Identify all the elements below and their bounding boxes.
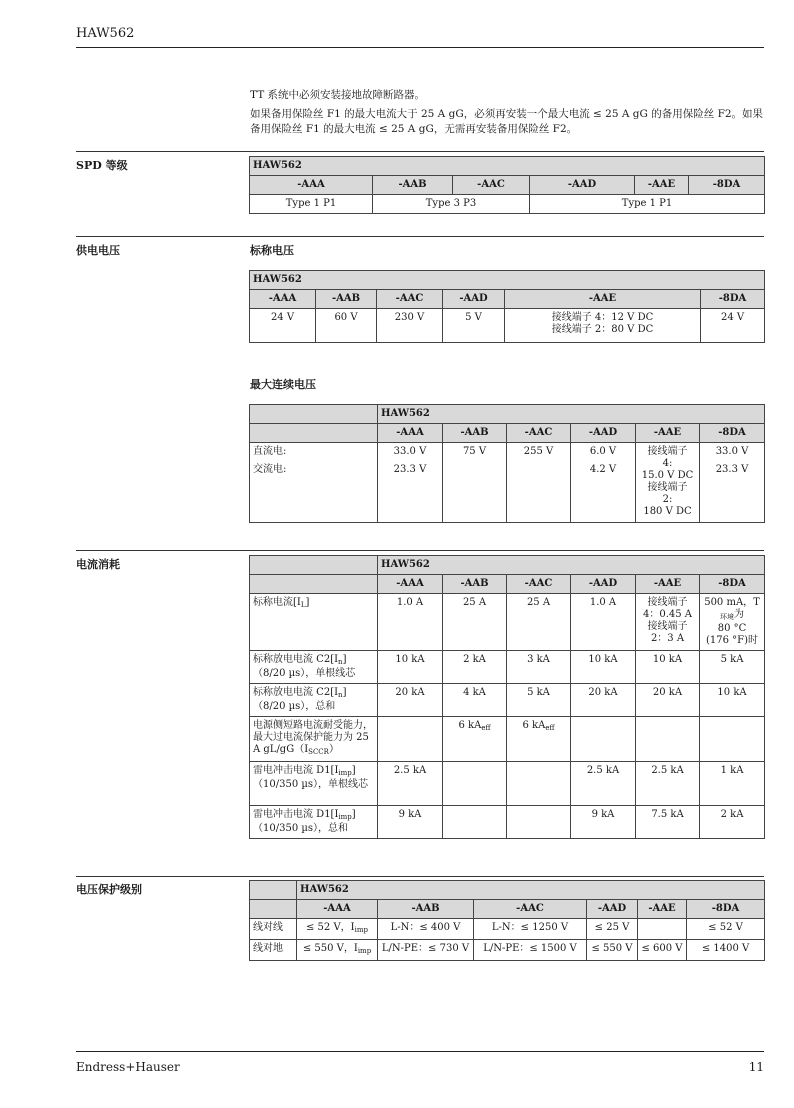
table-cell: [636, 717, 700, 762]
table-cell: 10 kA: [636, 651, 700, 684]
max-voltage-heading: 最大连续电压: [250, 378, 316, 391]
table-cell: 9 kA: [571, 806, 636, 839]
table-cell: ≤ 52 V: [687, 919, 765, 940]
row-label: 雷电冲击电流 $D1[I_{imp}]$ （10/350 µs），总和: [250, 806, 378, 839]
table-cell: ≤ 1400 V: [687, 940, 765, 961]
table-cell: 23.3 V: [700, 461, 765, 522]
col-header: -AAC: [474, 900, 587, 919]
table-cell: 6 $kA_{eff}$: [507, 717, 571, 762]
table-cell: 10 kA: [700, 684, 765, 717]
col-header: -8DA: [689, 176, 765, 195]
table-cell: ≤ 550 V: [587, 940, 638, 961]
col-header: -AAE: [636, 575, 700, 594]
col-header: -AAA: [378, 424, 443, 443]
table-cell: 3 kA: [507, 651, 571, 684]
table-cell: 接线端子 4：0.45 A 接线端子 2：3 A: [636, 594, 700, 651]
table-cell: ≤ 25 V: [587, 919, 638, 940]
table-cell: [443, 806, 507, 839]
col-header: -8DA: [701, 290, 765, 309]
row-label: 线对地: [250, 940, 297, 961]
table-cell: Type 1 P1: [530, 195, 765, 214]
section-rule: [76, 550, 764, 551]
table-cell: Type 1 P1: [250, 195, 373, 214]
col-header: -8DA: [700, 575, 765, 594]
table-cell: 20 kA: [636, 684, 700, 717]
table-title: HAW562: [250, 157, 765, 176]
table-cell: L/N-PE：≤ 1500 V: [474, 940, 587, 961]
table-cell: 1.0 A: [378, 594, 443, 651]
table-cell: Type 3 P3: [373, 195, 530, 214]
section-label-supply: 供电电压: [76, 244, 120, 257]
table-cell: 4.2 V: [571, 461, 636, 522]
col-header: -AAB: [443, 575, 507, 594]
table-cell: 4 kA: [443, 684, 507, 717]
col-header: -AAA: [378, 575, 443, 594]
table-cell: 2 kA: [443, 651, 507, 684]
col-header: -AAC: [507, 575, 571, 594]
table-cell: 20 kA: [571, 684, 636, 717]
col-header: -8DA: [687, 900, 765, 919]
voltage-protection-table: [249, 880, 765, 961]
col-header: -AAE: [636, 424, 700, 443]
table-title: HAW562: [378, 556, 765, 575]
row-label: 标称放电电流 $C2[I_n]$ （8/20 µs），单根线芯: [250, 651, 378, 684]
table-cell: [571, 717, 636, 762]
col-header: -AAD: [571, 424, 636, 443]
section-label-spd: SPD 等级: [76, 159, 128, 172]
col-header: -AAA: [250, 176, 373, 195]
page-header-title: HAW562: [76, 26, 135, 41]
nominal-voltage-heading: 标称电压: [250, 244, 294, 257]
current-table: [249, 555, 765, 839]
col-header: -AAA: [250, 290, 316, 309]
table-cell: [700, 717, 765, 762]
table-cell: 2.5 kA: [636, 762, 700, 806]
row-label: 电源侧短路电流耐受能力，最大过电流保护能力为 25 A $gL/gG(I_{SCCR})$: [250, 717, 378, 762]
col-header: -AAD: [587, 900, 638, 919]
table-cell: [443, 762, 507, 806]
table-cell: L-N：≤ 1250 V: [474, 919, 587, 940]
table-cell: 5 V: [443, 309, 505, 343]
table-cell: 接线端子 4：12 V DC 接线端子 2：80 V DC: [505, 309, 701, 343]
intro-text: [250, 88, 764, 141]
table-cell: L/N-PE：≤ 730 V: [378, 940, 474, 961]
section-rule: [76, 236, 764, 237]
col-header: -AAE: [505, 290, 701, 309]
table-cell: 2 kA: [700, 806, 765, 839]
table-cell: 7.5 kA: [636, 806, 700, 839]
row-label: 标称放电电流 $C2[I_n]$ （8/20 µs），总和: [250, 684, 378, 717]
row-label: 直流电:: [250, 443, 378, 462]
table-cell: 23.3 V: [378, 461, 443, 522]
table-cell: 6.0 V: [571, 443, 636, 462]
table-cell: 2.5 kA: [378, 762, 443, 806]
table-title: HAW562: [297, 881, 765, 900]
section-rule: [76, 876, 764, 877]
col-header: -AAD: [443, 290, 505, 309]
table-cell: ≤ 550 V，$I_{imp}$: [297, 940, 378, 961]
intro-line-2: 如果备用保险丝 F1 的最大电流大于 25 A gG，必须再安装一个最大电流 ≤ 25 A gG 的备用保险丝 F2。如果备用保险丝 F1 的最大电流 ≤ 25 A gG，无需再安装备用保险丝 F2。: [250, 108, 764, 135]
intro-line-1: TT 系统中必须安装接地故障断路器。: [250, 89, 426, 101]
table-cell: 500 mA，T $_{环境}$为 80 °C (176 °F)时: [700, 594, 765, 651]
table-cell: [507, 806, 571, 839]
table-cell: 24 V: [701, 309, 765, 343]
col-header: -AAE: [635, 176, 689, 195]
col-header: -AAB: [378, 900, 474, 919]
table-cell: 10 kA: [571, 651, 636, 684]
table-cell: [507, 762, 571, 806]
table-cell: 24 V: [250, 309, 316, 343]
max-voltage-table: [249, 404, 765, 523]
footer-brand: Endress+Hauser: [76, 1060, 180, 1074]
col-header: -AAB: [316, 290, 377, 309]
header-rule: [76, 47, 764, 48]
col-header: -AAB: [373, 176, 453, 195]
table-cell: 75 V: [443, 443, 507, 523]
table-cell: 5 kA: [700, 651, 765, 684]
table-cell: 20 kA: [378, 684, 443, 717]
col-header: -AAD: [530, 176, 635, 195]
table-cell: 25 A: [443, 594, 507, 651]
col-header: -AAC: [377, 290, 443, 309]
table-cell: 1 kA: [700, 762, 765, 806]
table-cell: 10 kA: [378, 651, 443, 684]
table-cell: 25 A: [507, 594, 571, 651]
table-cell: 1.0 A: [571, 594, 636, 651]
table-cell: 6 $kA_{eff}$: [443, 717, 507, 762]
table-cell: 255 V: [507, 443, 571, 523]
table-cell: 9 kA: [378, 806, 443, 839]
col-header: -AAC: [507, 424, 571, 443]
nominal-voltage-table: [249, 270, 765, 343]
row-label: 交流电:: [250, 461, 378, 522]
table-cell: 230 V: [377, 309, 443, 343]
table-cell: ≤ 52 V，$I_{imp}$: [297, 919, 378, 940]
table-cell: 60 V: [316, 309, 377, 343]
col-header: -AAC: [453, 176, 530, 195]
col-header: -AAA: [297, 900, 378, 919]
col-header: -AAB: [443, 424, 507, 443]
table-cell: 33.0 V: [700, 443, 765, 462]
footer-rule: [76, 1051, 764, 1052]
section-label-current: 电流消耗: [76, 558, 120, 571]
col-header: -AAD: [571, 575, 636, 594]
table-cell: 5 kA: [507, 684, 571, 717]
section-label-voltage-protection: 电压保护级别: [76, 883, 142, 896]
table-cell: L-N：≤ 400 V: [378, 919, 474, 940]
row-label: 标称电流$[I_L]$: [250, 594, 378, 651]
table-cell: 2.5 kA: [571, 762, 636, 806]
table-cell: 33.0 V: [378, 443, 443, 462]
col-header: -8DA: [700, 424, 765, 443]
table-cell: [378, 717, 443, 762]
table-title: HAW562: [378, 405, 765, 424]
row-label: 线对线: [250, 919, 297, 940]
table-cell: ≤ 600 V: [638, 940, 687, 961]
table-cell: [638, 919, 687, 940]
section-rule: [76, 151, 764, 152]
table-cell: 接线端子 4: 15.0 V DC 接线端子 2: 180 V DC: [636, 443, 700, 523]
spd-table: [249, 156, 765, 214]
row-label: 雷电冲击电流 $D1[I_{imp}]$ （10/350 µs），单根线芯: [250, 762, 378, 806]
col-header: -AAE: [638, 900, 687, 919]
table-title: HAW562: [250, 271, 765, 290]
page-number: 11: [748, 1060, 764, 1074]
